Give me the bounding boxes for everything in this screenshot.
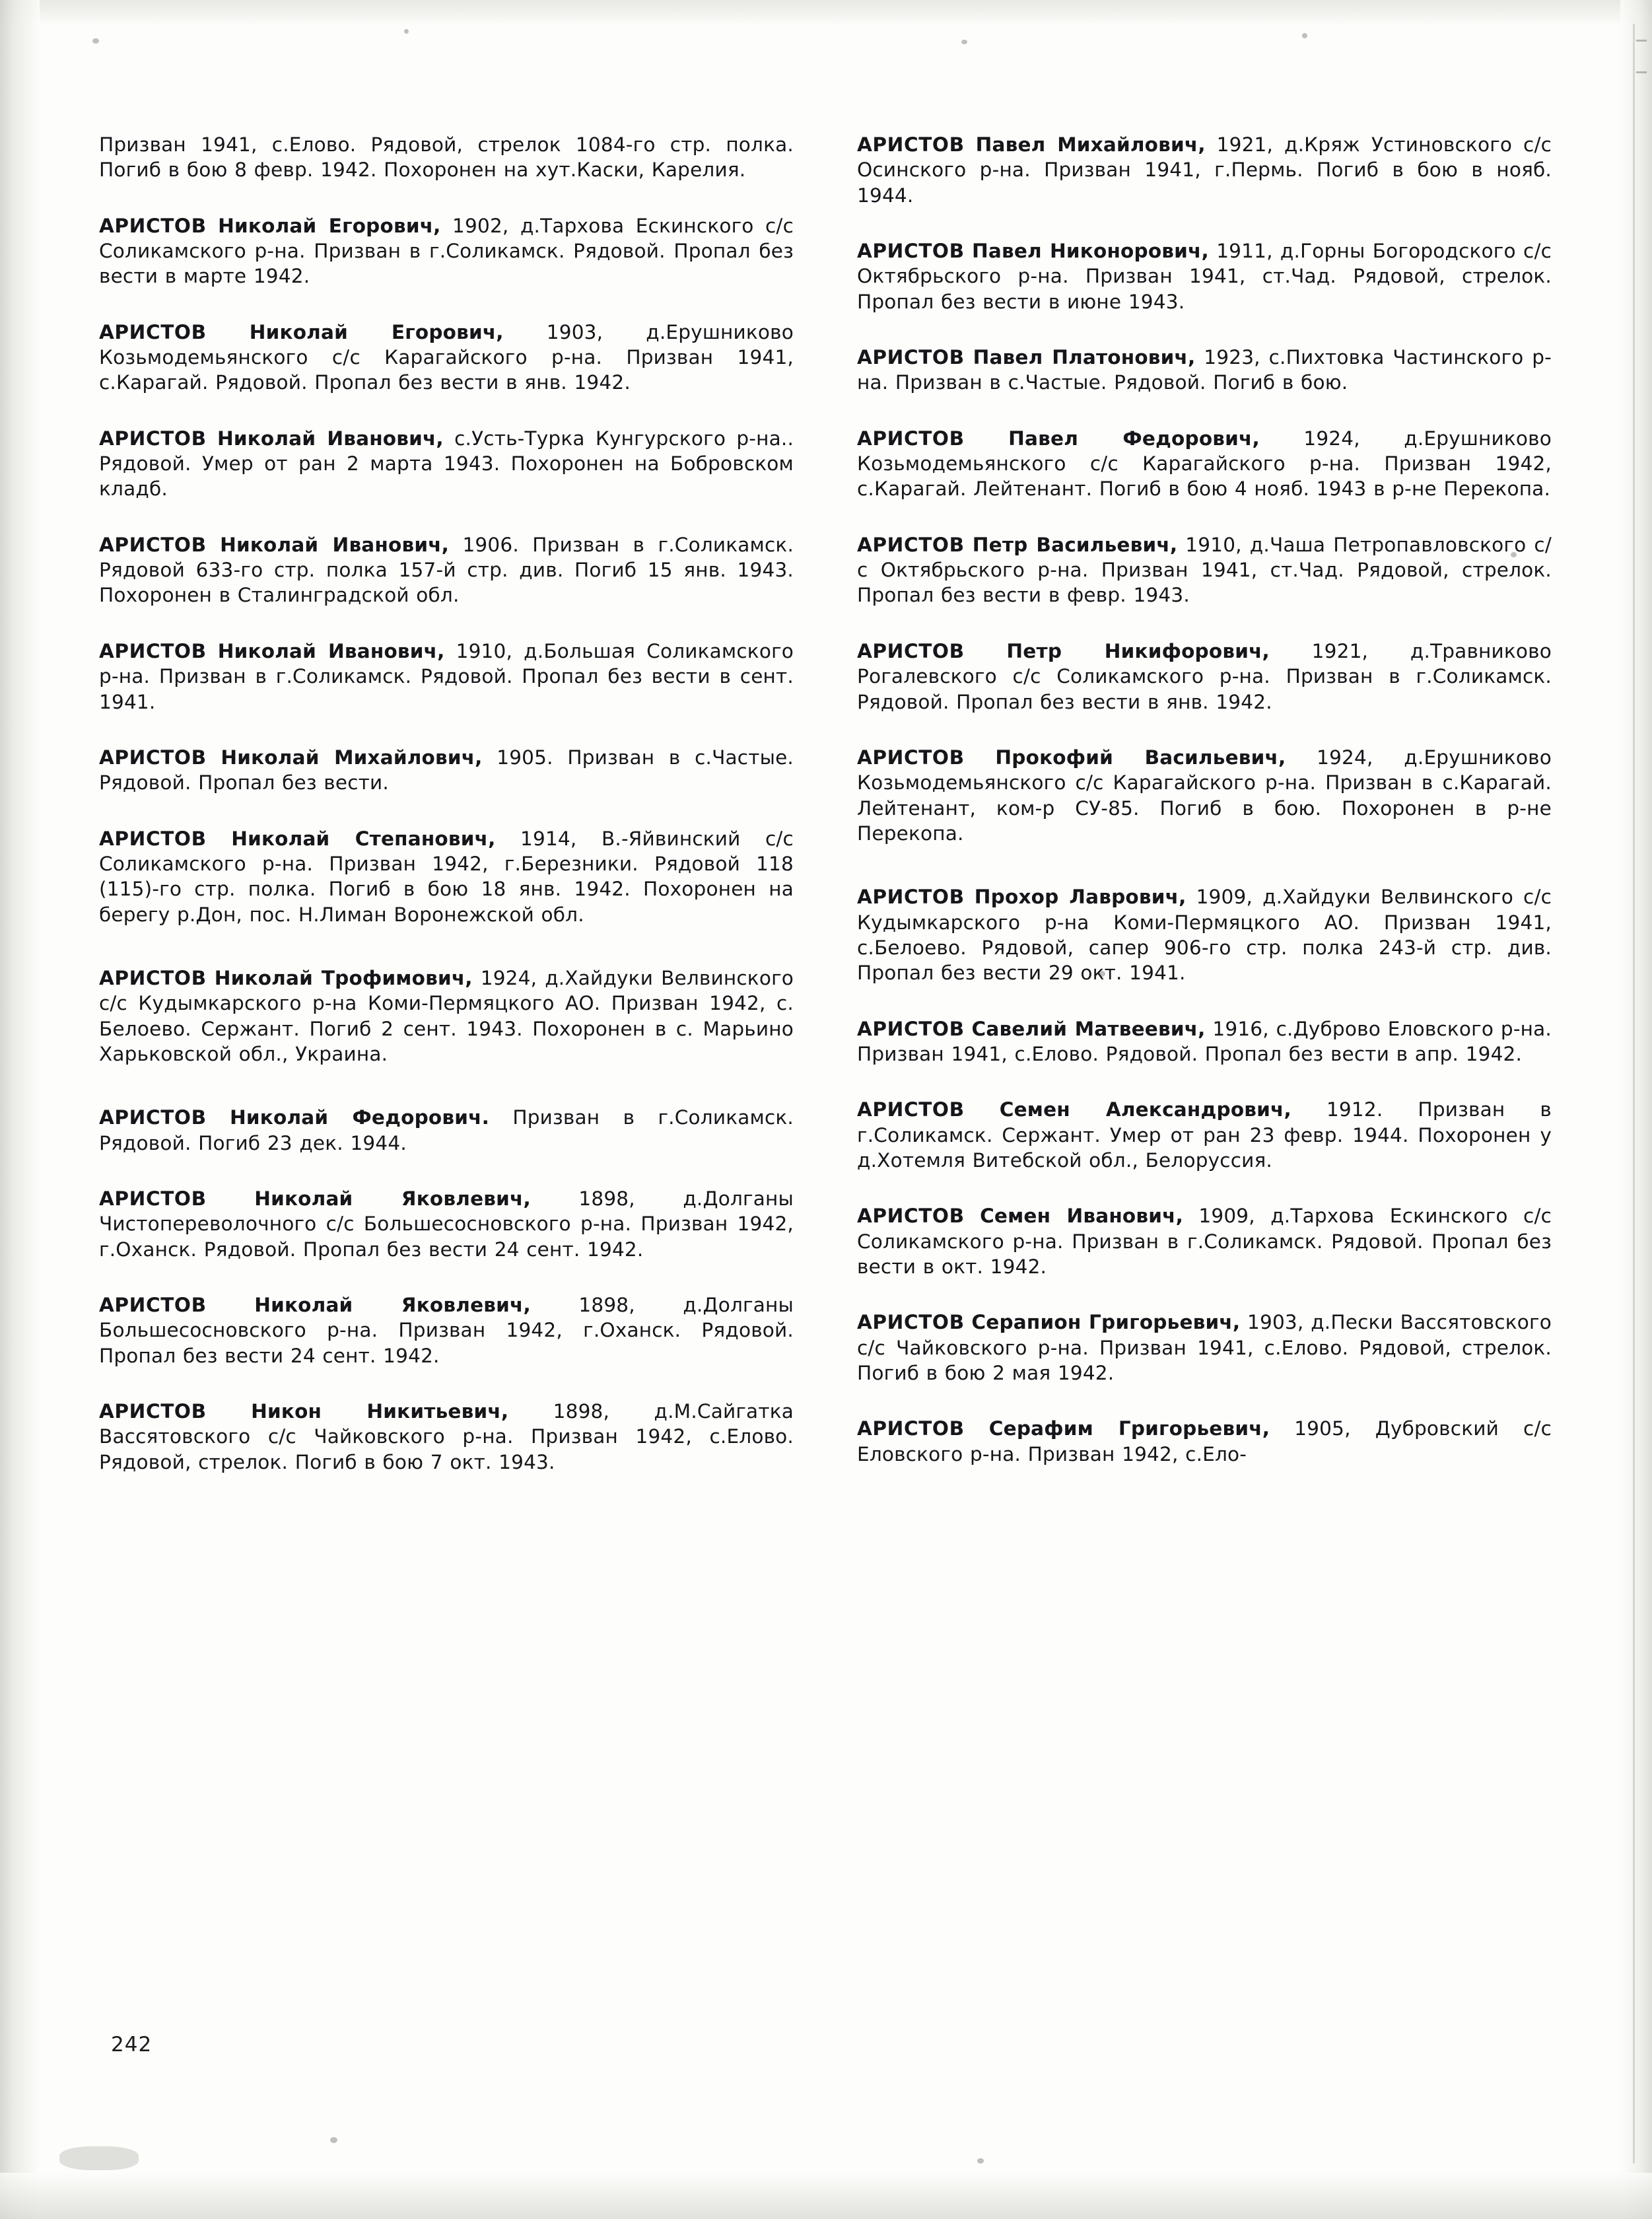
entry-given-name: Серафим Григорьевич, — [988, 1417, 1270, 1440]
entry-given-name: Павел Федорович, — [1008, 427, 1260, 450]
memorial-entry — [857, 132, 1552, 208]
entry-text: 1909, д.Тархова Ескинского с/с Соликамского р-на. Призван в г.Соликамск. Рядовой. Пропал без вести в окт. 1942. — [857, 1205, 1552, 1278]
memorial-entry — [99, 745, 794, 796]
entry-text: 1914, В.-Яйвинский с/с Соликамского р-на. Призван 1942, г.Березники. Рядовой 118 (115)-го стр. полка. Погиб в бою 18 янв. 1942. Похоронен на берегу р.Дон, пос. Н.Лиман Воронежской обл. — [99, 827, 794, 926]
entry-surname: АРИСТОВ — [99, 1400, 207, 1423]
entry-given-name: Николай Федорович. — [230, 1106, 489, 1129]
two-column-text-body — [99, 132, 1552, 1505]
entry-surname: АРИСТОВ — [99, 827, 207, 850]
entry-given-name: Николай Иванович, — [217, 427, 444, 450]
memorial-entry — [857, 1203, 1552, 1279]
memorial-entry — [99, 826, 794, 927]
entry-text: 1916, с.Дуброво Еловского р-на. Призван 1941, с.Елово. Рядовой. Пропал без вести в апр. 1942. — [857, 1017, 1552, 1065]
entry-text: 1909, д.Хайдуки Велвинского с/с Кудымкарского р-на Коми-Пермяцкого АО. Призван 1941, с.Белоево. Рядовой, сапер 906-го стр. полка 243-й стр. див. Пропал без вести 29 окт. 1941. — [857, 886, 1552, 985]
memorial-entry — [99, 1292, 794, 1368]
entry-text: 1903, д.Пески Вассятовского с/с Чайковского р-на. Призван 1941, с.Елово. Рядовой, стрелок. Погиб в бою 2 мая 1942. — [857, 1311, 1552, 1385]
memorial-entry — [857, 639, 1552, 715]
scan-speck — [92, 38, 99, 44]
entry-surname: АРИСТОВ — [857, 427, 965, 450]
entry-text: 1898, д.Долганы Чистопереволочного с/с Большесосновского р-на. Призван 1942, г.Оханск. Рядовой. Пропал без вести 24 сент. 1942. — [99, 1187, 794, 1261]
entry-surname: АРИСТОВ — [99, 1294, 207, 1316]
memorial-entry — [857, 426, 1552, 502]
entry-surname: АРИСТОВ — [99, 1187, 207, 1210]
entry-surname: АРИСТОВ — [857, 746, 965, 769]
entry-given-name: Семен Александрович, — [999, 1098, 1291, 1121]
entry-surname: АРИСТОВ — [857, 533, 965, 556]
scan-speck — [330, 2137, 337, 2143]
scan-edge-top — [0, 0, 1652, 26]
memorial-entry — [857, 345, 1552, 396]
memorial-entry — [99, 1186, 794, 1262]
entry-surname: АРИСТОВ — [99, 320, 207, 343]
entry-given-name: Николай Яковлевич, — [254, 1187, 531, 1210]
entry-text: 1921, д.Травниково Рогалевского с/с Соликамского р-на. Призван в г.Соликамск. Рядовой. Пропал без вести в янв. 1942. — [857, 639, 1552, 713]
entry-given-name: Серапион Григорьевич, — [971, 1311, 1241, 1334]
entry-given-name: Павел Михайлович, — [975, 133, 1206, 156]
scan-speck — [961, 40, 967, 44]
entry-surname: АРИСТОВ — [99, 427, 207, 450]
entry-surname: АРИСТОВ — [857, 1311, 965, 1334]
entry-surname: АРИСТОВ — [99, 1106, 207, 1129]
entry-given-name: Семен Иванович, — [980, 1205, 1183, 1228]
entry-surname: АРИСТОВ — [99, 966, 207, 989]
right-column — [857, 132, 1552, 1505]
memorial-entry — [99, 1105, 794, 1156]
entry-text: Призван в г.Соликамск. Рядовой. Погиб 23 дек. 1944. — [99, 1106, 794, 1154]
memorial-entry — [857, 238, 1552, 314]
entry-text: 1910, д.Большая Соликамского р-на. Призван в г.Соликамск. Рядовой. Пропал без вести в сент. 1941. — [99, 639, 794, 713]
memorial-entry — [857, 1016, 1552, 1067]
entry-given-name: Павел Никонорович, — [971, 240, 1209, 263]
entry-given-name: Николай Иванович, — [217, 639, 445, 662]
entry-text: 1906. Призван в г.Соликамск. Рядовой 633-го стр. полка 157-й стр. див. Погиб 15 янв. 1943. Похоронен в Сталинградской обл. — [99, 533, 794, 607]
scan-edge-bottom — [0, 2173, 1652, 2219]
memorial-entry — [857, 1416, 1552, 1467]
entry-given-name: Петр Васильевич, — [972, 533, 1178, 556]
entry-text: 1902, д.Тархова Ескинского с/с Соликамского р-на. Призван в г.Соликамск. Рядовой. Пропал без вести в марте 1942. — [99, 214, 794, 288]
entry-given-name: Николай Яковлевич, — [254, 1294, 531, 1316]
entry-text: 1910, д.Чаша Петропавловского с/с Октябрьского р-на. Призван 1941, ст.Чад. Рядовой, стрелок. Пропал без вести в февр. 1943. — [857, 533, 1552, 607]
entry-given-name: Николай Михайлович, — [221, 746, 483, 769]
scan-edge-right — [1620, 0, 1652, 2219]
left-column — [99, 132, 794, 1505]
entry-surname: АРИСТОВ — [857, 240, 965, 263]
entry-text: 1898, д.М.Сайгатка Вассятовского с/с Чайковского р-на. Призван 1942, с.Елово. Рядовой, стрелок. Погиб в бою 7 окт. 1943. — [99, 1400, 794, 1473]
entry-text: с.Усть-Турка Кунгурского р-на.. Рядовой. Умер от ран 2 марта 1943. Похоронен на Бобровском кладб. — [99, 427, 794, 501]
entry-surname: АРИСТОВ — [857, 1205, 965, 1228]
entry-surname: АРИСТОВ — [99, 746, 207, 769]
memorial-entry — [99, 532, 794, 608]
entry-given-name: Прокофий Васильевич, — [995, 746, 1286, 769]
entry-surname: АРИСТОВ — [857, 886, 965, 909]
scan-edge-left — [0, 0, 40, 2219]
entry-text: 1924, д.Хайдуки Велвинского с/с Кудымкарского р-на Коми-Пермяцкого АО. Призван 1942, с. Белоево. Сержант. Погиб 2 сент. 1943. Похоронен в с. Марьино Харьковской обл., Украина. — [99, 966, 794, 1065]
entry-surname: АРИСТОВ — [857, 133, 965, 156]
page-number: 242 — [111, 2033, 153, 2057]
entry-surname: АРИСТОВ — [99, 214, 207, 237]
entry-given-name: Прохор Лаврович, — [974, 886, 1187, 909]
scan-speck — [977, 2158, 984, 2164]
entry-given-name: Николай Иванович, — [220, 533, 450, 556]
entry-text: 1924, д.Ерушниково Козьмодемьянского с/с Карагайского р-на. Призван в с.Карагай. Лейтенант, ком-р СУ-85. Погиб в бою. Похоронен в р-не Перекопа. — [857, 746, 1552, 845]
entry-surname: АРИСТОВ — [99, 533, 207, 556]
scan-blot — [59, 2146, 139, 2170]
entry-text: 1924, д.Ерушниково Козьмодемьянского с/с Карагайского р-на. Призван 1942, с.Карагай. Лейтенант. Погиб в бою 4 нояб. 1943 в р-не Перекопа. — [857, 427, 1552, 501]
scan-speck — [1302, 33, 1307, 38]
entry-given-name: Николай Егорович, — [249, 320, 504, 343]
memorial-entry — [857, 745, 1552, 846]
memorial-entry — [99, 213, 794, 289]
memorial-entry — [99, 426, 794, 502]
scan-border-line — [1633, 24, 1635, 2164]
entry-text: 1911, д.Горны Богородского с/с Октябрьского р-на. Призван 1941, ст.Чад. Рядовой, стрелок. Пропал без вести в июне 1943. — [857, 240, 1552, 313]
entry-surname: АРИСТОВ — [99, 639, 207, 662]
entry-surname: АРИСТОВ — [857, 639, 965, 662]
memorial-entry — [857, 1097, 1552, 1173]
entry-text: 1912. Призван в г.Соликамск. Сержант. Умер от ран 23 февр. 1944. Похоронен у д.Хотемля Витебской обл., Белоруссия. — [857, 1098, 1552, 1172]
entry-text: 1923, с.Пихтовка Частинского р-на. Призван в с.Частые. Рядовой. Погиб в бою. — [857, 346, 1552, 394]
entry-text: 1898, д.Долганы Большесосновского р-на. Призван 1942, г.Оханск. Рядовой. Пропал без вести 24 сент. 1942. — [99, 1294, 794, 1367]
entry-surname: АРИСТОВ — [857, 1417, 965, 1440]
scan-tick-mark-upper — [1636, 71, 1647, 73]
entry-surname: АРИСТОВ — [857, 1017, 965, 1040]
entry-text: 1903, д.Ерушниково Козьмодемьянского с/с Карагайского р-на. Призван 1941, с.Карагай. Рядовой. Пропал без вести в янв. 1942. — [99, 320, 794, 394]
entry-given-name: Петр Никифорович, — [1006, 639, 1270, 662]
entry-given-name: Савелий Матвеевич, — [971, 1017, 1206, 1040]
memorial-entry — [99, 1399, 794, 1475]
memorial-entry — [99, 320, 794, 396]
entry-text: Призван 1941, с.Елово. Рядовой, стрелок 1084-го стр. полка. Погиб в бою 8 февр. 1942. Похоронен на хут.Каски, Карелия. — [99, 133, 794, 182]
entry-continuation — [99, 132, 794, 183]
memorial-entry — [857, 1310, 1552, 1386]
entry-text: 1905. Призван в с.Частые. Рядовой. Пропал без вести. — [99, 746, 794, 794]
entry-surname: АРИСТОВ — [857, 346, 965, 369]
entry-given-name: Николай Трофимович, — [214, 966, 473, 989]
memorial-entry — [857, 532, 1552, 608]
entry-given-name: Николай Егорович, — [218, 214, 441, 237]
memorial-entry — [99, 639, 794, 715]
scan-tick-mark-top — [1636, 40, 1647, 42]
scan-speck — [404, 29, 409, 34]
memorial-entry — [99, 966, 794, 1067]
entry-text: 1905, Дубровский с/с Еловского р-на. Призван 1942, с.Ело- — [857, 1417, 1552, 1465]
entry-given-name: Николай Степанович, — [231, 827, 496, 850]
entry-given-name: Павел Платонович, — [973, 346, 1196, 369]
memorial-entry — [857, 884, 1552, 985]
entry-given-name: Никон Никитьевич, — [251, 1400, 509, 1423]
entry-text: 1921, д.Кряж Устиновского с/с Осинского р-на. Призван 1941, г.Пермь. Погиб в бою в нояб. 1944. — [857, 133, 1552, 207]
entry-surname: АРИСТОВ — [857, 1098, 965, 1121]
